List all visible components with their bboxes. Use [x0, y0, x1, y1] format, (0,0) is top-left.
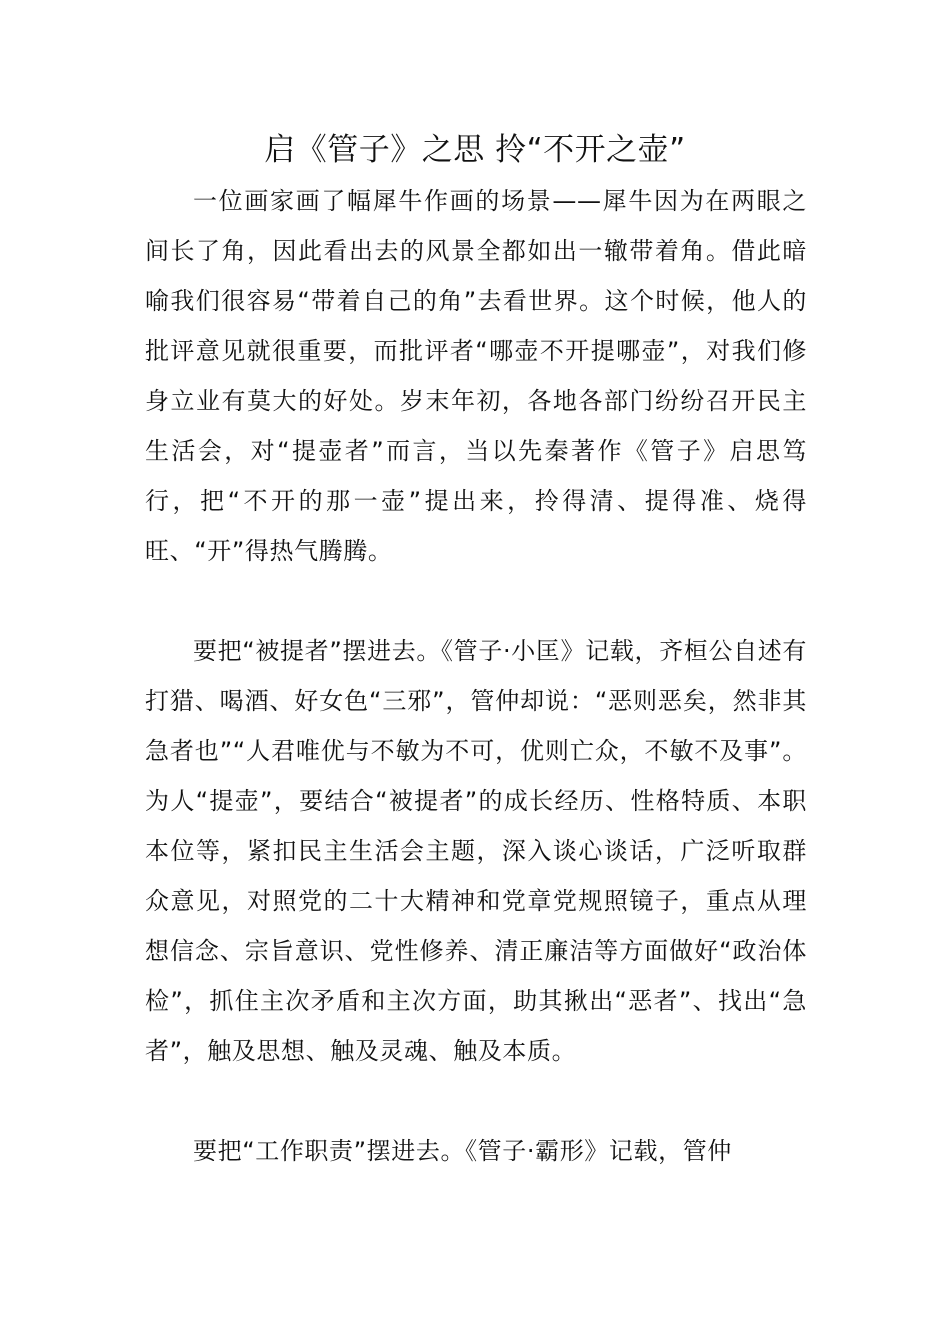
paragraph-intro: 一位画家画了幅犀牛作画的场景——犀牛因为在两眼之间长了角，因此看出去的风景全都如出一辙带着角。借此暗喻我们很容易“带着自己的角”去看世界。这个时候，他人的批评意见就很重要，而批评者“哪壶不开提哪壶”，对我们修身立业有莫大的好处。岁末年初，各地各部门纷纷召开民主生活会，对“提壶者”而言，当以先秦著作《管子》启思笃行，把“不开的那一壶”提出来，拎得清、提得准、烧得旺、“开”得热气腾腾。: [145, 187, 807, 565]
paragraph-被提者: 要把“被提者”摆进去。《管子·小匡》记载，齐桓公自述有打猎、喝酒、好女色“三邪”，管仲却说：“恶则恶矣，然非其急者也”“人君唯优与不敏为不可，优则亡众，不敏不及事”。为人“提壶”，要结合“被提者”的成长经历、性格特质、本职本位等，紧扣民主生活会主题，深入谈心谈话，广泛听取群众意见，对照党的二十大精神和党章党规照镜子，重点从理想信念、宗旨意识、党性修养、清正廉洁等方面做好“政治体检”，抓住主次矛盾和主次方面，助其揪出“恶者”、找出“急者”，触及思想、触及灵魂、触及本质。: [145, 637, 807, 1065]
paragraph-spacer: [145, 576, 807, 626]
paragraph-spacer: [145, 1076, 807, 1126]
paragraph-工作职责: 要把“工作职责”摆进去。《管子·霸形》记载，管仲: [193, 1137, 732, 1165]
document-title: 启《管子》之思 拎“不开之壶”: [264, 132, 686, 168]
document-body: [145, 176, 807, 1176]
